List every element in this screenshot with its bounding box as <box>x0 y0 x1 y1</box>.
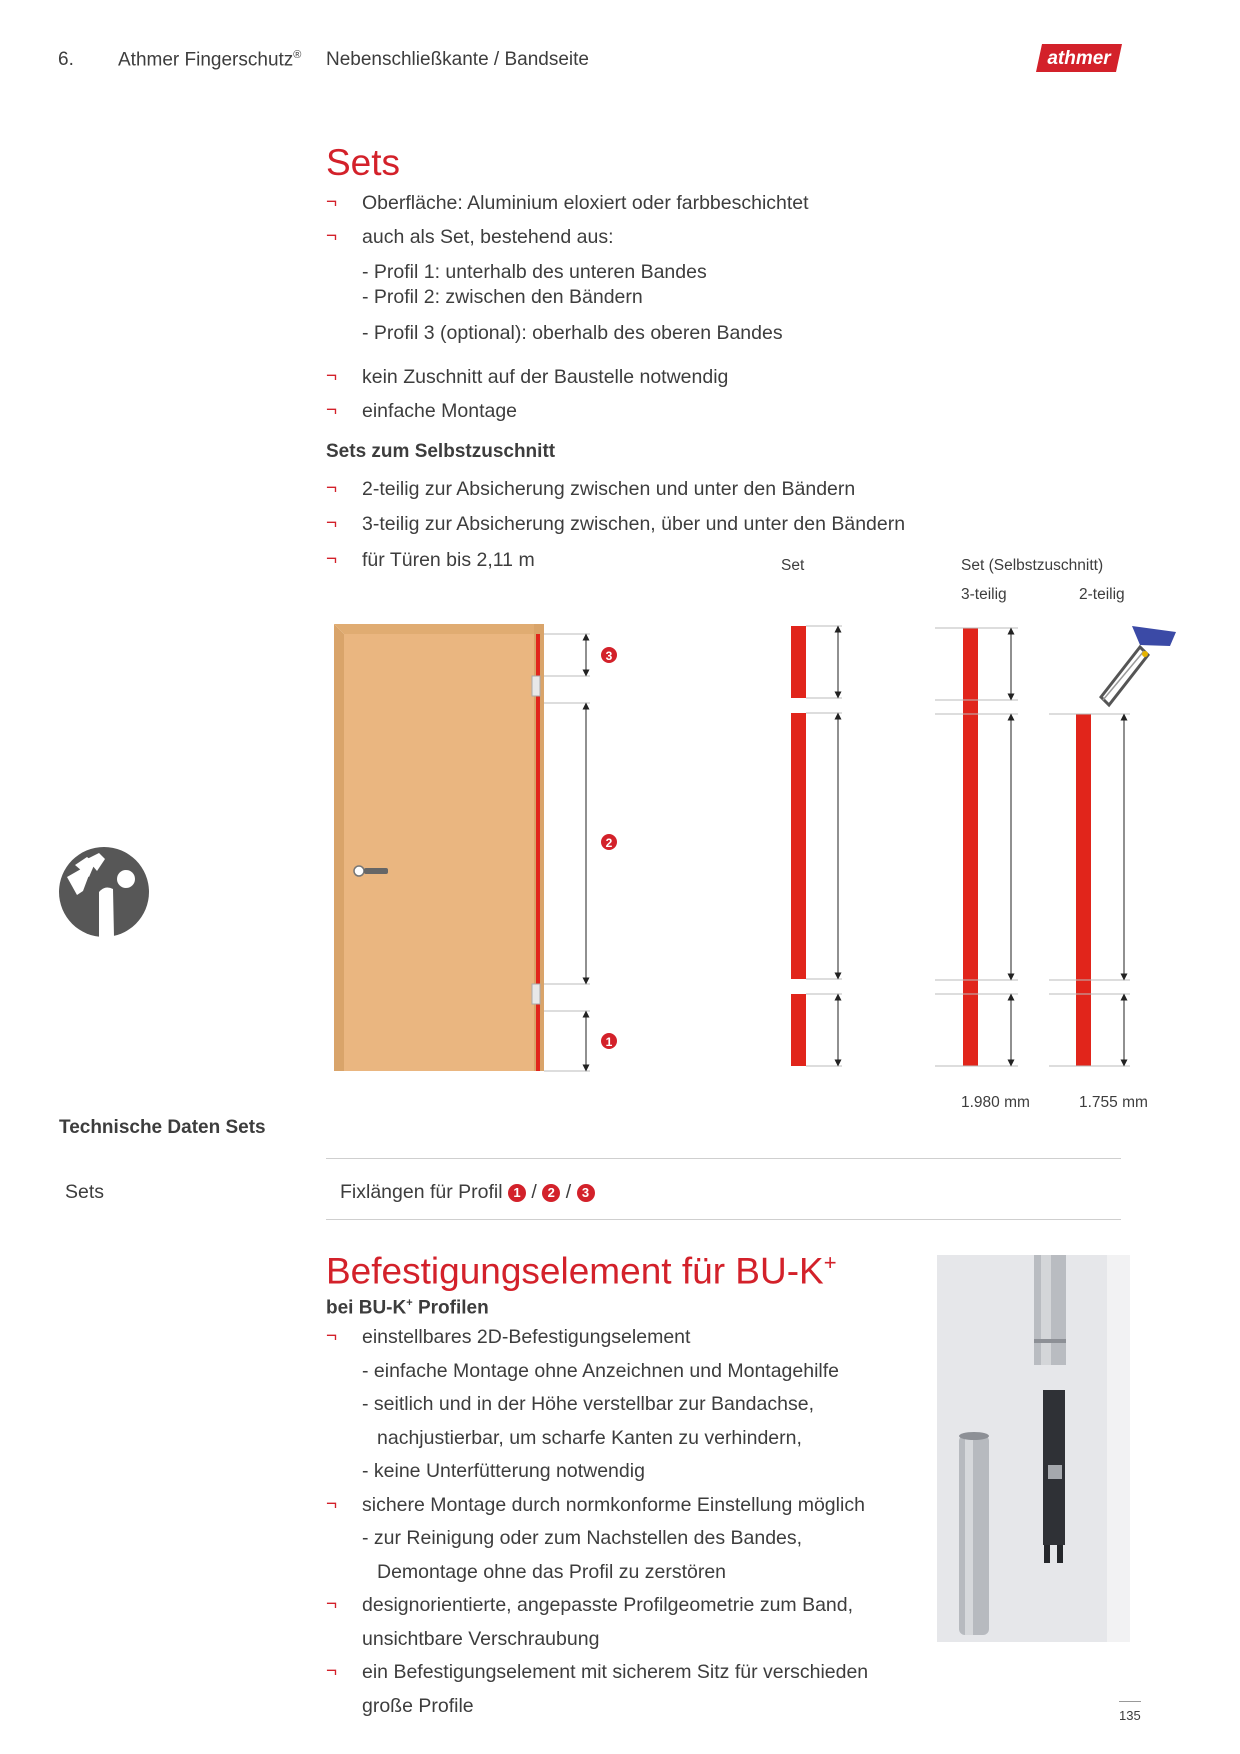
registered-mark: ® <box>293 49 302 61</box>
buk-feature-line: nachjustierbar, um scharfe Kanten zu verhindern, <box>377 1426 802 1449</box>
length-2-part: 1.755 mm <box>1079 1094 1148 1111</box>
buk-title-sup: + <box>823 1250 837 1275</box>
buk-feature-line: sichere Montage durch normkonforme Einstellung möglich <box>362 1493 865 1516</box>
three-part-bar <box>963 628 978 1066</box>
bullet-marker: ¬ <box>326 478 338 499</box>
bullet-marker: ¬ <box>326 513 338 534</box>
buk-feature-line: große Profile <box>362 1694 474 1717</box>
buk-feature-line: - keine Unterfütterung notwendig <box>362 1460 645 1482</box>
buk-feature-line: - zur Reinigung oder zum Nachstellen des Bandes, <box>362 1527 803 1549</box>
label-2-part: 2-teilig <box>1079 586 1125 603</box>
buk-subtitle-a: bei BU-K <box>326 1297 407 1319</box>
profile-num-2: 2 <box>542 1184 560 1202</box>
label-self-cut: Set (Selbstzuschnitt) <box>961 557 1104 574</box>
fixlaengen-text: Fixlängen für Profil <box>340 1181 503 1203</box>
three-part-profile <box>935 628 1018 1066</box>
chapter-number: 6. <box>58 49 74 70</box>
separator: / <box>531 1181 537 1203</box>
buk-feature-line: - einfache Montage ohne Anzeichnen und Montagehilfe <box>362 1359 840 1382</box>
header-section: Nebenschließkante / Bandseite <box>326 49 589 70</box>
self-cut-item: 2-teilig zur Absicherung zwischen und unter den Bändern <box>362 478 856 500</box>
set-profile-3 <box>791 626 806 698</box>
door-profile-strip <box>536 634 540 1071</box>
self-cut-heading: Sets zum Selbstzuschnitt <box>326 441 556 462</box>
bullet-marker: ¬ <box>326 400 338 421</box>
hacksaw-icon <box>1101 626 1176 705</box>
buk-feature-line: unsichtbare Verschraubung <box>362 1627 600 1650</box>
page-number-rule <box>1119 1701 1141 1702</box>
product-photo <box>937 1255 1130 1642</box>
self-cut-item: für Türen bis 2,11 m <box>362 549 535 571</box>
two-part-bar <box>1076 714 1091 1066</box>
svg-text:3: 3 <box>605 649 613 663</box>
profile-line: - Profil 3 (optional): oberhalb des oberen Bandes <box>362 322 783 344</box>
profile-num-1: 1 <box>508 1184 526 1202</box>
self-cut-item: 3-teilig zur Absicherung zwischen, über und unter den Bändern <box>362 513 906 535</box>
bullet-marker: ¬ <box>326 226 338 247</box>
sets-item: einfache Montage <box>362 400 518 422</box>
buk-subtitle-b: Profilen <box>412 1297 489 1319</box>
buk-subtitle-sup: + <box>406 1297 413 1309</box>
marker-3 <box>601 647 617 663</box>
profile-num-3: 3 <box>577 1184 595 1202</box>
bullet-marker: ¬ <box>326 1493 338 1515</box>
separator: / <box>565 1181 572 1203</box>
door-leaf <box>344 634 534 1071</box>
buk-title-text: Befestigungselement für BU-K <box>326 1250 824 1292</box>
door-illustration <box>334 624 544 1071</box>
set-profiles <box>791 626 842 1066</box>
athmer-logo <box>1036 44 1122 72</box>
hinge-top <box>532 676 540 696</box>
finger-protection-icon <box>59 847 149 937</box>
table-bottom-rule <box>326 1219 1121 1220</box>
profile-line: - Profil 1: unterhalb des unteren Bandes <box>362 261 707 283</box>
tech-row-label: Sets <box>65 1181 105 1203</box>
buk-feature-line: ein Befestigungselement mit sicherem Sitz für verschieden <box>362 1661 869 1683</box>
sets-item: Oberfläche: Aluminium eloxiert oder farbbeschichtet <box>362 192 809 214</box>
bullet-marker: ¬ <box>326 192 338 213</box>
door-dimensions <box>544 634 590 1071</box>
page-number: 135 <box>1119 1708 1141 1723</box>
svg-text:2: 2 <box>605 836 613 850</box>
product-name: Athmer Fingerschutz <box>118 49 294 71</box>
door-handle-rose <box>354 866 364 876</box>
bullet-marker: ¬ <box>326 1594 338 1615</box>
buk-feature-line: Demontage ohne das Profil zu zerstören <box>377 1560 727 1583</box>
bullet-marker: ¬ <box>326 1326 338 1347</box>
sets-title: Sets <box>326 142 401 183</box>
bullet-marker: ¬ <box>326 366 338 387</box>
buk-feature-line: einstellbares 2D-Befestigungselement <box>362 1326 691 1348</box>
header-product <box>118 49 301 71</box>
door-handle <box>364 868 388 874</box>
buk-title <box>326 1250 837 1292</box>
buk-feature-line: - seitlich und in der Höhe verstellbar zur Bandachse, <box>362 1393 814 1415</box>
marker-2 <box>601 834 617 850</box>
tech-heading: Technische Daten Sets <box>59 1117 266 1138</box>
bullet-marker: ¬ <box>326 549 338 570</box>
label-set: Set <box>781 557 805 574</box>
table-top-rule <box>326 1158 1121 1159</box>
sets-item: auch als Set, bestehend aus: <box>362 226 614 248</box>
sets-item: kein Zuschnitt auf der Baustelle notwendig <box>362 366 729 388</box>
label-3-part: 3-teilig <box>961 586 1007 603</box>
profile-line: - Profil 2: zwischen den Bändern <box>362 286 643 308</box>
set-profile-2 <box>791 713 806 979</box>
profile-diagram <box>0 600 1240 1080</box>
logo-text: athmer <box>1047 48 1111 69</box>
hinge-bottom <box>532 984 540 1004</box>
two-part-profile <box>1049 714 1130 1066</box>
svg-text:1: 1 <box>605 1035 613 1049</box>
set-profile-1 <box>791 994 806 1066</box>
length-3-part: 1.980 mm <box>961 1094 1030 1111</box>
buk-subtitle <box>326 1297 489 1319</box>
bullet-marker: ¬ <box>326 1661 338 1682</box>
marker-1 <box>601 1033 617 1049</box>
buk-feature-line: designorientierte, angepasste Profilgeometrie zum Band, <box>362 1594 854 1616</box>
tech-row-value <box>340 1181 595 1204</box>
